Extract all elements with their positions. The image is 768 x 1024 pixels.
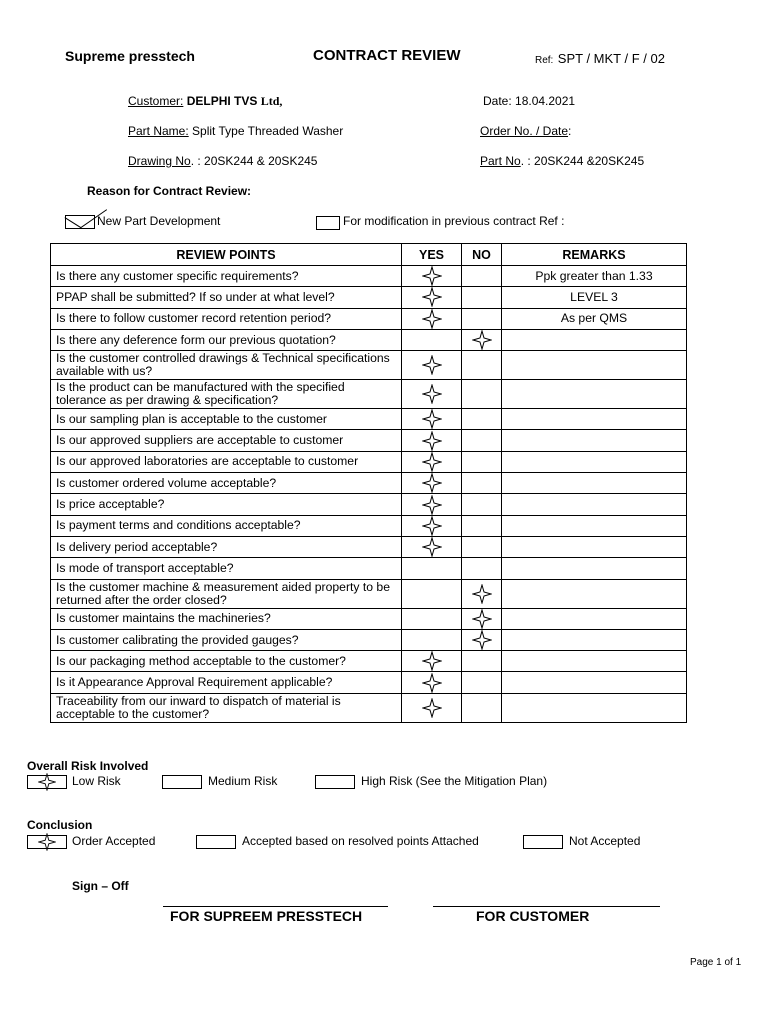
review-point: Is customer ordered volume acceptable? [51, 473, 402, 494]
header-yes: YES [402, 244, 462, 266]
yes-cell[interactable] [402, 473, 462, 494]
signature-line-left [163, 906, 388, 907]
table-row [51, 672, 687, 693]
four-point-star-icon [472, 611, 492, 625]
signoff-customer: FOR CUSTOMER [476, 908, 590, 924]
four-point-star-icon [422, 497, 442, 511]
order-accepted-checkbox[interactable] [27, 835, 67, 849]
yes-cell[interactable] [402, 651, 462, 672]
remark-cell [502, 672, 687, 693]
remark-cell: LEVEL 3 [502, 287, 687, 308]
table-row [51, 380, 687, 409]
review-point: Is our packaging method acceptable to the customer? [51, 651, 402, 672]
review-point: PPAP shall be submitted? If so under at what level? [51, 287, 402, 308]
resolved-points-checkbox[interactable] [196, 835, 236, 849]
remark-cell [502, 629, 687, 650]
no-cell[interactable] [462, 430, 502, 451]
order-line [480, 124, 571, 138]
part-name-label: Part Name: [128, 124, 189, 138]
conclusion-heading: Conclusion [27, 818, 93, 832]
remark-cell [502, 515, 687, 536]
remark-cell: Ppk greater than 1.33 [502, 266, 687, 287]
four-point-star-icon [422, 700, 442, 714]
yes-cell[interactable] [402, 558, 462, 579]
four-point-star-icon [422, 311, 442, 325]
table-row [51, 451, 687, 472]
four-point-star-icon [422, 290, 442, 304]
table-row [51, 494, 687, 515]
remark-cell [502, 451, 687, 472]
table-row [51, 351, 687, 380]
no-cell[interactable] [462, 287, 502, 308]
no-cell[interactable] [462, 329, 502, 350]
review-point: Is mode of transport acceptable? [51, 558, 402, 579]
customer-line [128, 94, 282, 109]
four-point-star-icon [422, 268, 442, 282]
remark-cell [502, 536, 687, 557]
ref-label: Ref: [535, 55, 554, 66]
review-point: Is the customer controlled drawings & Technical specifications available with us? [51, 351, 402, 380]
review-point: Is there to follow customer record retention period? [51, 308, 402, 329]
table-row [51, 430, 687, 451]
drawing-value: . : 20SK244 & 20SK245 [190, 154, 318, 168]
drawing-label: Drawing No [128, 154, 191, 168]
signature-line-right [433, 906, 660, 907]
table-row [51, 287, 687, 308]
high-risk-label: High Risk (See the Mitigation Plan) [361, 774, 548, 788]
remark-cell [502, 351, 687, 380]
low-risk-label: Low Risk [72, 774, 121, 788]
remark-cell [502, 693, 687, 722]
no-cell[interactable] [462, 515, 502, 536]
review-point: Is customer calibrating the provided gauges? [51, 629, 402, 650]
table-row [51, 266, 687, 287]
yes-cell[interactable] [402, 351, 462, 380]
not-accepted-label: Not Accepted [569, 834, 641, 848]
table-row [51, 473, 687, 494]
medium-risk-checkbox[interactable] [162, 775, 202, 789]
header-remarks: REMARKS [502, 244, 687, 266]
no-cell[interactable] [462, 351, 502, 380]
four-point-star-icon [422, 475, 442, 489]
yes-cell[interactable] [402, 693, 462, 722]
review-point: Is payment terms and conditions acceptable? [51, 515, 402, 536]
no-cell[interactable] [462, 629, 502, 650]
yes-cell[interactable] [402, 329, 462, 350]
no-cell[interactable] [462, 693, 502, 722]
remark-cell [502, 558, 687, 579]
review-table [50, 243, 687, 723]
review-point: Is the customer machine & measurement aided property to be returned after the order closed? [51, 579, 402, 608]
part-no-line [480, 154, 644, 168]
review-point: Is there any deference form our previous quotation? [51, 329, 402, 350]
no-cell[interactable] [462, 451, 502, 472]
new-part-checkbox[interactable] [65, 215, 95, 229]
customer-label: Customer: [128, 94, 184, 108]
no-cell[interactable] [462, 558, 502, 579]
yes-cell[interactable] [402, 515, 462, 536]
four-point-star-icon [422, 357, 442, 371]
yes-cell[interactable] [402, 451, 462, 472]
yes-cell[interactable] [402, 536, 462, 557]
part-no-value: . : 20SK244 &20SK245 [520, 154, 645, 168]
signoff-heading: Sign – Off [72, 879, 129, 893]
customer-suffix: Ltd, [260, 94, 283, 108]
order-suffix: : [568, 124, 572, 138]
customer-value: DELPHI TVS [186, 94, 258, 108]
yes-cell[interactable] [402, 608, 462, 629]
table-row [51, 558, 687, 579]
no-cell[interactable] [462, 608, 502, 629]
yes-cell[interactable] [402, 266, 462, 287]
four-point-star-icon [422, 539, 442, 553]
part-name-line [128, 124, 343, 138]
table-row [51, 329, 687, 350]
reason-heading: Reason for Contract Review: [87, 184, 252, 198]
review-point: Is it Appearance Approval Requirement applicable? [51, 672, 402, 693]
four-point-star-icon [422, 386, 442, 400]
high-risk-checkbox[interactable] [315, 775, 355, 789]
review-point: Traceability from our inward to dispatch of material is acceptable to the customer? [51, 693, 402, 722]
review-point: Is price acceptable? [51, 494, 402, 515]
four-point-star-icon [422, 518, 442, 532]
ref-block [535, 50, 665, 68]
remark-cell [502, 329, 687, 350]
no-cell[interactable] [462, 536, 502, 557]
drawing-line [128, 154, 317, 168]
review-point: Is delivery period acceptable? [51, 536, 402, 557]
yes-cell[interactable] [402, 430, 462, 451]
table-row [51, 579, 687, 608]
ref-value: SPT / MKT / F / 02 [557, 51, 665, 66]
low-risk-checkbox[interactable] [27, 775, 67, 789]
remark-cell [502, 409, 687, 430]
table-header-row [51, 244, 687, 266]
table-row [51, 308, 687, 329]
table-row [51, 629, 687, 650]
no-cell[interactable] [462, 494, 502, 515]
no-cell[interactable] [462, 380, 502, 409]
remark-cell [502, 579, 687, 608]
remark-cell [502, 651, 687, 672]
modification-checkbox[interactable] [316, 216, 340, 230]
review-point: Is the product can be manufactured with the specified tolerance as per drawing & specification? [51, 380, 402, 409]
four-point-star-icon [472, 632, 492, 646]
page-title: CONTRACT REVIEW [313, 47, 461, 64]
yes-cell[interactable] [402, 672, 462, 693]
header-no: NO [462, 244, 502, 266]
four-point-star-icon [422, 675, 442, 689]
review-point: Is our sampling plan is acceptable to the customer [51, 409, 402, 430]
yes-cell[interactable] [402, 409, 462, 430]
table-row [51, 536, 687, 557]
no-cell[interactable] [462, 473, 502, 494]
remark-cell [502, 380, 687, 409]
four-point-star-icon [472, 586, 492, 600]
page-number: Page 1 of 1 [690, 957, 742, 968]
no-cell[interactable] [462, 308, 502, 329]
table-row [51, 608, 687, 629]
no-cell[interactable] [462, 579, 502, 608]
risk-heading: Overall Risk Involved [27, 759, 149, 773]
order-label: Order No. / Date [480, 124, 569, 138]
review-point: Is our approved laboratories are acceptable to customer [51, 451, 402, 472]
no-cell[interactable] [462, 672, 502, 693]
four-point-star-icon [422, 654, 442, 668]
yes-cell[interactable] [402, 629, 462, 650]
remark-cell [502, 430, 687, 451]
part-no-label: Part No [480, 154, 521, 168]
new-part-label: New Part Development [97, 214, 221, 228]
review-point: Is there any customer specific requirements? [51, 266, 402, 287]
yes-cell[interactable] [402, 287, 462, 308]
yes-cell[interactable] [402, 494, 462, 515]
no-cell[interactable] [462, 266, 502, 287]
table-row [51, 651, 687, 672]
table-row [51, 409, 687, 430]
review-point: Is customer maintains the machineries? [51, 608, 402, 629]
remark-cell [502, 608, 687, 629]
four-point-star-icon [422, 412, 442, 426]
company-name: Supreme presstech [65, 48, 195, 64]
review-point: Is our approved suppliers are acceptable to customer [51, 430, 402, 451]
no-cell[interactable] [462, 651, 502, 672]
remark-cell: As per QMS [502, 308, 687, 329]
modification-label: For modification in previous contract Ref : [343, 214, 565, 228]
yes-cell[interactable] [402, 579, 462, 608]
order-accepted-label: Order Accepted [72, 834, 156, 848]
no-cell[interactable] [462, 409, 502, 430]
remark-cell [502, 473, 687, 494]
not-accepted-checkbox[interactable] [523, 835, 563, 849]
four-point-star-icon [422, 433, 442, 447]
four-point-star-icon [472, 332, 492, 346]
part-name-value: Split Type Threaded Washer [188, 124, 344, 138]
table-row [51, 515, 687, 536]
signoff-company: FOR SUPREEM PRESSTECH [170, 908, 363, 924]
date-text: Date: 18.04.2021 [483, 94, 576, 108]
medium-risk-label: Medium Risk [208, 774, 278, 788]
remark-cell [502, 494, 687, 515]
header-review-points: REVIEW POINTS [51, 244, 402, 266]
yes-cell[interactable] [402, 380, 462, 409]
yes-cell[interactable] [402, 308, 462, 329]
resolved-points-label: Accepted based on resolved points Attached [242, 834, 479, 848]
table-row [51, 693, 687, 722]
four-point-star-icon [422, 454, 442, 468]
